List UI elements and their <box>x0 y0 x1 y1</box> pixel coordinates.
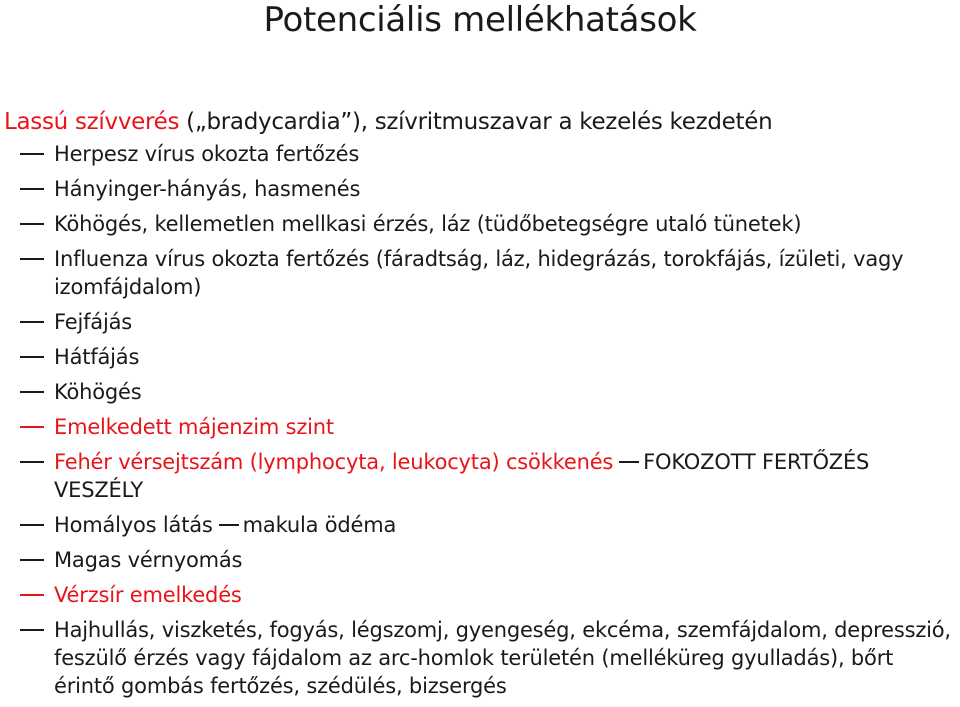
list-item <box>0 245 959 301</box>
list-item <box>0 378 960 406</box>
list-item <box>0 616 959 700</box>
list-item <box>0 210 960 238</box>
list-item <box>0 581 960 609</box>
list-item-text: Köhögés, kellemetlen mellkasi érzés, láz (tüdőbetegségre utaló tünetek) <box>54 212 802 236</box>
list-item-text-after: makula ödéma <box>242 513 397 537</box>
list-item-warning: FOKOZOTT FERTŐZÉS VESZÉLY <box>54 450 870 502</box>
dash-bullet-icon <box>20 629 44 631</box>
dash-bullet-icon <box>20 356 44 358</box>
list-item <box>0 140 960 168</box>
list-item-text: Hátfájás <box>54 345 140 369</box>
dash-bullet-icon <box>20 391 44 393</box>
list-item <box>0 546 960 574</box>
list-item-text: Influenza vírus okozta fertőzés (fáradtság, láz, hidegrázás, torokfájás, ízületi, vagy izomfájdalom) <box>54 247 904 299</box>
list-item-highlight: Fehér vérsejtszám (lymphocyta, leukocyta) csökkenés <box>54 450 614 474</box>
list-item <box>0 308 960 336</box>
page-title: Potenciális mellékhatások <box>263 0 697 40</box>
dash-bullet-icon <box>20 188 44 190</box>
dash-bullet-icon <box>20 594 44 596</box>
list-item-text: Magas vérnyomás <box>54 548 243 572</box>
dash-bullet-icon <box>20 321 44 323</box>
list-item <box>0 413 960 441</box>
list-item <box>0 448 959 504</box>
dash-bullet-icon <box>20 153 44 155</box>
lead-rest: („bradycardia”), szívritmuszavar a kezelés kezdetén <box>179 109 773 135</box>
list-item-text: Fejfájás <box>54 310 132 334</box>
list-item-text: Herpesz vírus okozta fertőzés <box>54 142 360 166</box>
dash-bullet-icon <box>20 258 44 260</box>
dash-bullet-icon <box>20 559 44 561</box>
lead-line <box>4 104 960 140</box>
list-item-text: Vérzsír emelkedés <box>54 583 242 607</box>
list-item-text: Hajhullás, viszketés, fogyás, légszomj, gyengeség, ekcéma, szemfájdalom, depresszió, feszülő érzés vagy fájdalom az arc-homlok területén (melléküreg gyulladás), bőrt érintő gombás fertőzés, szédülés, bizsergés <box>54 618 951 698</box>
list-item-text: Köhögés <box>54 380 142 404</box>
slide-content <box>0 104 960 707</box>
lead-highlight: Lassú szívverés <box>4 109 180 135</box>
dash-bullet-icon <box>20 223 44 225</box>
dash-bullet-icon <box>20 461 44 463</box>
list-item <box>0 343 960 371</box>
list-item-text: Emelkedett májenzim szint <box>54 415 334 439</box>
dash-separator-icon <box>219 524 239 526</box>
dash-bullet-icon <box>20 426 44 428</box>
list-item <box>0 175 960 203</box>
dash-separator-icon <box>619 461 639 463</box>
dash-bullet-icon <box>20 524 44 526</box>
list-item-text: Hányinger-hányás, hasmenés <box>54 177 361 201</box>
list-item <box>0 511 960 539</box>
list-item-text: Homályos látás <box>54 513 213 537</box>
